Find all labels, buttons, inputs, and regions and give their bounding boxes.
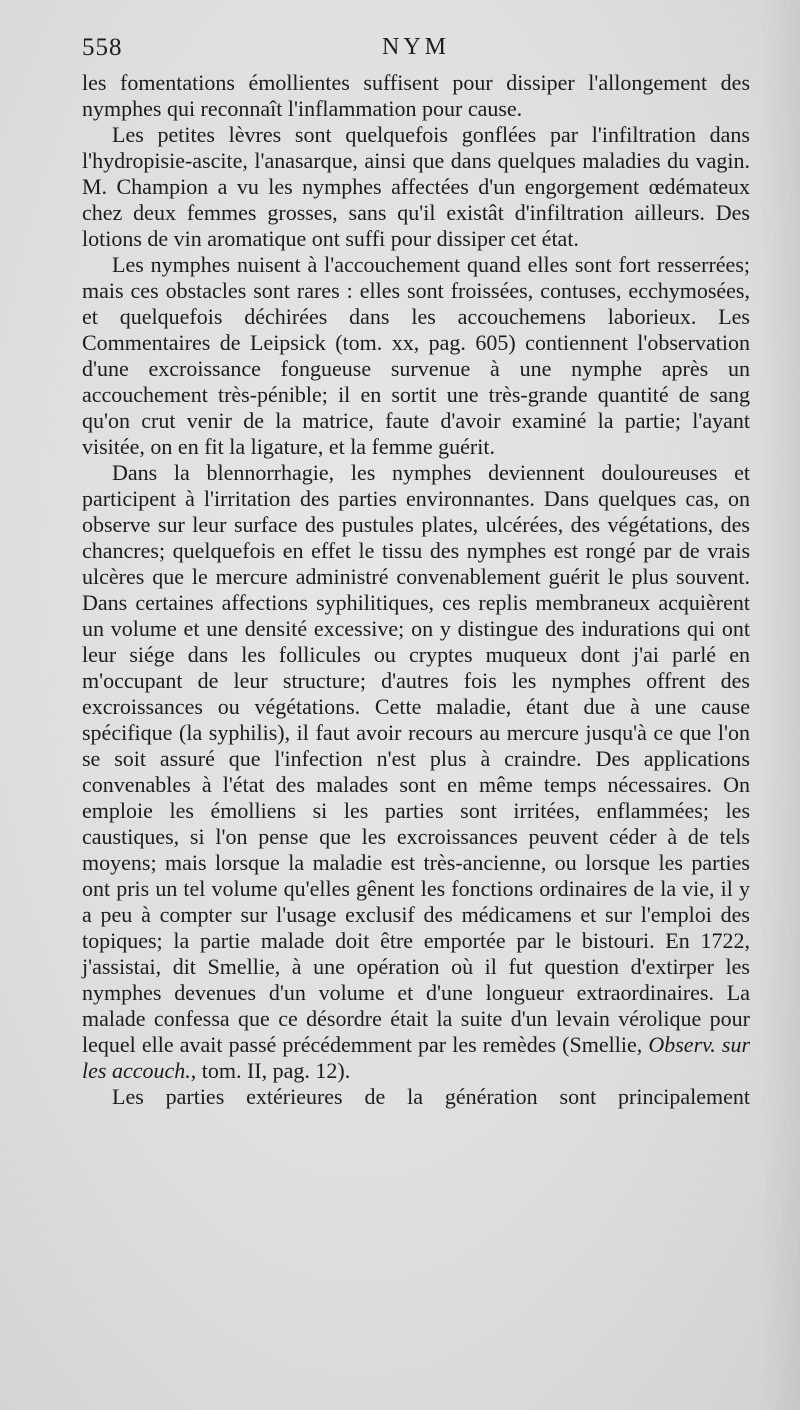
page-number: 558 — [82, 34, 123, 61]
page-edge-shadow — [760, 0, 800, 1410]
paragraph-2: Les petites lèvres sont quelquefois gonflées par l'infiltration dans l'hydropisie-ascite, l'anasarque, ainsi que dans quelques maladies du vagin. M. Champion a vu les nymphes affectées d'un engorgement œdémateux chez deux femmes grosses, sans qu'il existât d'infiltration ailleurs. Des lotions de vin aromatique ont suffi pour dissiper cet état. — [82, 122, 750, 251]
paragraph-5: Les parties extérieures de la génération sont principalement — [112, 1084, 750, 1109]
page-header — [82, 34, 750, 74]
body-text — [82, 70, 750, 1110]
paragraph-1: les fomentations émollientes suffisent pour dissiper l'allongement des nymphes qui reconnaît l'inflammation pour cause. — [82, 70, 750, 121]
citation-reference: , tom. II, pag. 12). — [190, 1058, 351, 1083]
paragraph-4-text: Dans la blennorrhagie, les nymphes deviennent douloureuses et participent à l'irritation des parties environnantes. Dans quelques cas, on observe sur leur surface des pustules plates, ulcérées, des végétations, des chancres; quelquefois en effet le tissu des nymphes est rongé par de vrais ulcères que le mercure administré convenablement guérit le plus souvent. Dans certaines affections syphilitiques, ces replis membraneux acquièrent un volume et une densité excessive; on y distingue des indurations qui ont leur siége dans les follicules ou cryptes muqueux dont j'ai parlé en m'occupant de leur structure; d'autres fois les nymphes offrent des excroissances ou végétations. Cette maladie, étant due à une cause spécifique (la syphilis), il faut avoir recours au mercure jusqu'à ce que l'on se soit assuré que l'infection n'est plus à craindre. Des applications convenables à l'état des malades sont en même temps nécessaires. On emploie les émolliens si les parties sont irritées, enflammées; les caustiques, si l'on pense que les excroissances peuvent céder à de tels moyens; mais lorsque la maladie est très-ancienne, ou lorsque les parties ont pris un tel volume qu'elles gênent les fonctions ordinaires de la vie, il y a peu à compter sur l'usage exclusif des médicamens et sur l'emploi des topiques; la partie malade doit être emportée par le bistouri. En 1722, j'assistai, dit Smellie, à une opération où il fut question d'extirper les nymphes devenues d'un volume et d'une longueur extraordinaires. La malade confessa que ce désordre était la suite d'un levain vérolique pour lequel elle avait passé précédemment par les remèdes (Smellie, — [82, 460, 750, 1057]
citation-title: Observ. sur les accouch. — [82, 1032, 751, 1083]
running-head: NYM — [381, 34, 450, 60]
paragraph-3: Les nymphes nuisent à l'accouchement quand elles sont fort resserrées; mais ces obstacles sont rares : elles sont froissées, contuses, ecchymosées, et quelquefois déchirées dans les accouchemens laborieux. Les Commentaires de Leipsick (tom. xx, pag. 605) contiennent l'observation d'une excroissance fongueuse survenue à une nymphe après un accouchement très-pénible; il en sortit une très-grande quantité de sang qu'on crut venir de la matrice, faute d'avoir examiné la partie; l'ayant visitée, on en fit la ligature, et la femme guérit. — [82, 252, 750, 459]
paragraph-4 — [82, 460, 750, 1084]
